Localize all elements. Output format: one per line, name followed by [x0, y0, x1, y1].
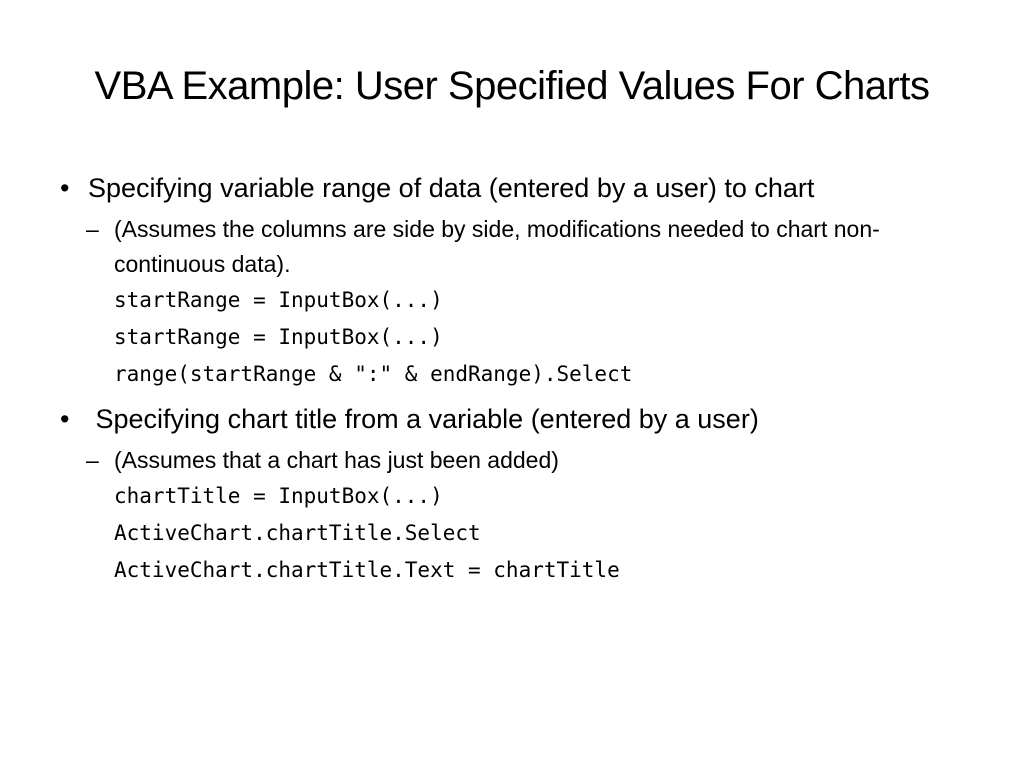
sub-bullet-marker: – — [86, 216, 99, 242]
bullet-marker: • — [60, 173, 70, 203]
sub-bullet-marker: – — [86, 447, 99, 473]
code-line: startRange = InputBox(...) — [114, 325, 443, 349]
slide-body — [54, 168, 954, 589]
code-line: ActiveChart.chartTitle.Select — [114, 521, 481, 545]
code-line: chartTitle = InputBox(...) — [114, 484, 443, 508]
bullet-text: Specifying variable range of data (entered by a user) to chart — [88, 173, 815, 203]
code-line: startRange = InputBox(...) — [114, 288, 443, 312]
bullet-title-heading — [54, 399, 954, 439]
slide-title: VBA Example: User Specified Values For Charts — [94, 64, 930, 108]
sub-bullet-text: (Assumes that a chart has just been added) — [114, 447, 559, 473]
sub-bullet-range-note — [86, 212, 954, 282]
code-line: ActiveChart.chartTitle.Text = chartTitle — [114, 558, 620, 582]
sub-bullet-title-note — [86, 443, 954, 478]
bullet-marker: • — [60, 404, 70, 434]
bullet-range-heading — [54, 168, 954, 208]
code-line: range(startRange & ":" & endRange).Select — [114, 362, 633, 386]
sub-bullet-text: (Assumes the columns are side by side, modifications needed to chart non-continuous data). — [114, 216, 880, 277]
bullet-text: Specifying chart title from a variable (entered by a user) — [88, 404, 759, 434]
